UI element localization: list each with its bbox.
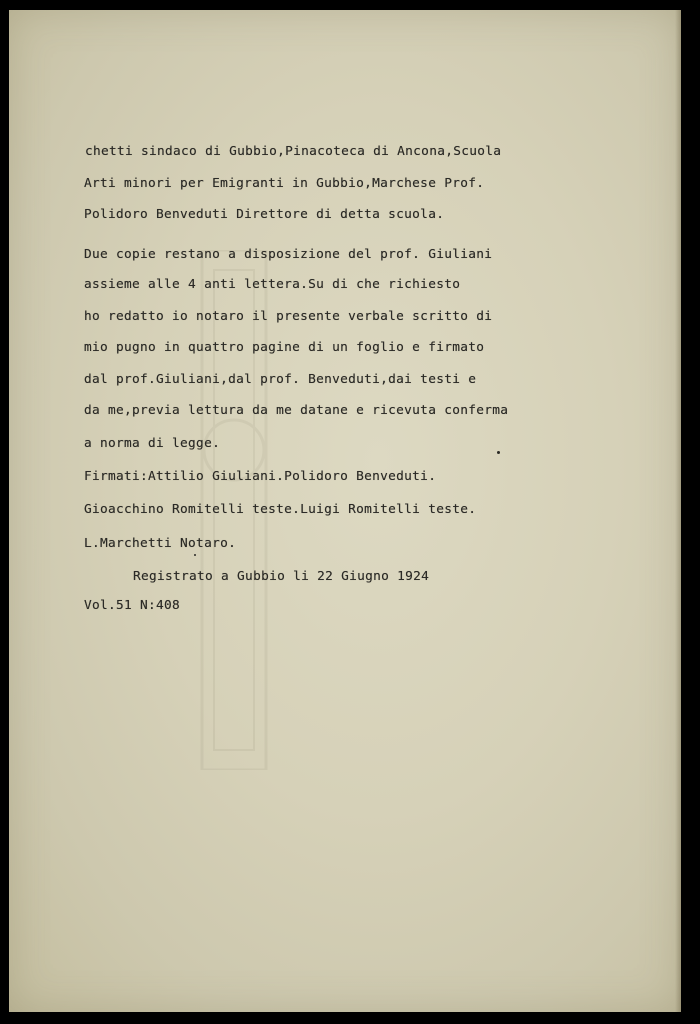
- text-line-3: Polidoro Benveduti Direttore di detta scuola.: [84, 207, 445, 222]
- text-line-1: chetti sindaco di Gubbio,Pinacoteca di Ancona,Scuola: [85, 144, 502, 159]
- document-page: [9, 10, 681, 1012]
- text-line-11: Firmati:Attilio Giuliani.Polidoro Benveduti.: [84, 469, 437, 484]
- text-line-8: dal prof.Giuliani,dal prof. Benveduti,dai testi e: [84, 372, 477, 387]
- text-line-6: ho redatto io notaro il presente verbale scritto di: [84, 309, 493, 324]
- ink-speck: [194, 554, 196, 556]
- text-line-9: da me,previa lettura da me datane e ricevuta conferma: [84, 403, 509, 418]
- text-line-4: Due copie restano a disposizione del prof. Giuliani: [84, 247, 493, 262]
- text-line-12: Gioacchino Romitelli teste.Luigi Romitelli teste.: [84, 502, 477, 517]
- text-line-5: assieme alle 4 anti lettera.Su di che richiesto: [84, 277, 461, 292]
- text-line-7: mio pugno in quattro pagine di un foglio e firmato: [84, 340, 485, 355]
- ink-speck: [497, 451, 500, 454]
- text-line-13: L.Marchetti Notaro.: [84, 536, 237, 551]
- text-line-2: Arti minori per Emigranti in Gubbio,Marchese Prof.: [84, 176, 485, 191]
- text-line-10: a norma di legge.: [84, 436, 221, 451]
- volume-line: Vol.51 N:408: [84, 598, 181, 613]
- registration-line: Registrato a Gubbio li 22 Giugno 1924: [133, 569, 430, 584]
